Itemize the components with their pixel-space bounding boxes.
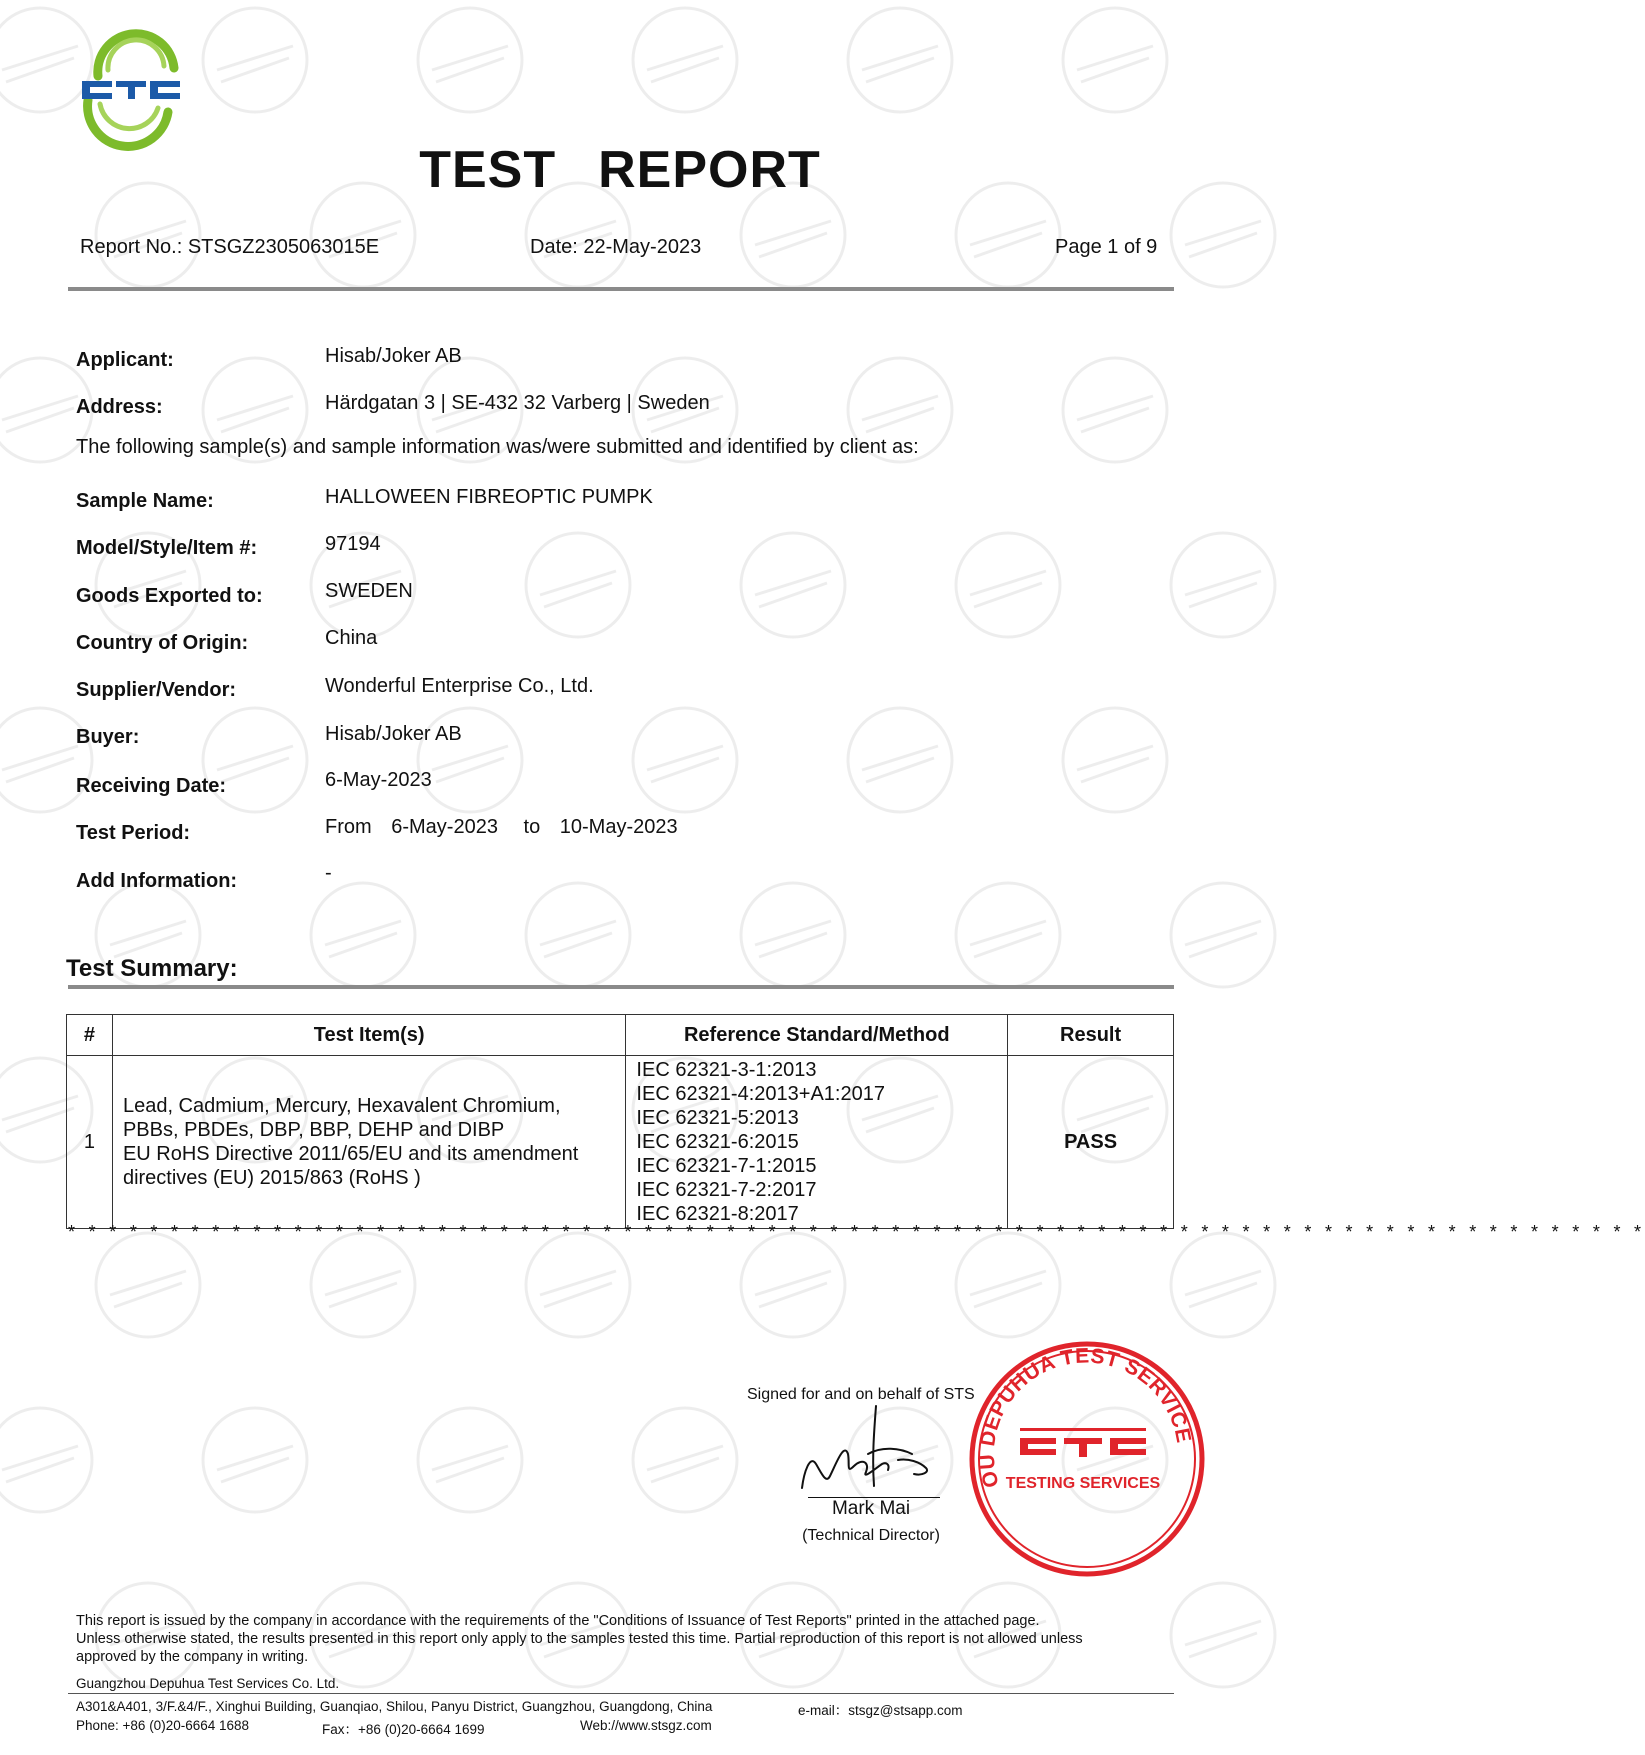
watermark-mark <box>2 1446 78 1482</box>
origin-label: Country of Origin: <box>76 632 249 654</box>
watermark-mark <box>1077 396 1153 432</box>
add-info-value: - <box>325 862 332 884</box>
watermark-mark <box>633 1408 737 1512</box>
watermark-mark <box>217 1446 293 1482</box>
standard-line: IEC 62321-7-2:2017 <box>636 1179 817 1201</box>
watermark-mark <box>755 571 831 607</box>
watermark-mark <box>647 1446 723 1482</box>
col-header-num: # <box>67 1015 113 1056</box>
watermark-mark <box>647 746 723 782</box>
watermark-mark <box>217 396 293 432</box>
exported-label: Goods Exported to: <box>76 585 263 607</box>
watermark-mark <box>1185 921 1261 957</box>
test-period-to-date: 10-May-2023 <box>559 816 678 838</box>
supplier-value: Wonderful Enterprise Co., Ltd. <box>325 675 594 697</box>
col-header-standard: Reference Standard/Method <box>626 1015 1008 1056</box>
origin-value: China <box>325 627 378 649</box>
summary-divider <box>68 985 1174 989</box>
disclaimer-line: Unless otherwise stated, the results presented in this report only apply to the samples tested this time. Partial reproduction of this report is not allowed unless <box>76 1631 1083 1647</box>
seal-arc-text: GUANGZHOU DEPUHUA TEST SERVICES <box>975 1344 1196 1490</box>
disclaimer <box>76 1612 1166 1666</box>
watermark-mark <box>633 708 737 812</box>
watermark-mark <box>432 746 508 782</box>
header-divider <box>68 287 1174 291</box>
seal-subtitle: TESTING SERVICES <box>1005 1475 1161 1492</box>
watermark-mark <box>1185 221 1261 257</box>
watermark-mark <box>956 533 1060 637</box>
company-seal-stamp <box>968 1340 1206 1578</box>
supplier-label: Supplier/Vendor: <box>76 679 237 701</box>
report-title <box>0 140 1240 200</box>
applicant-label: Applicant: <box>76 349 174 371</box>
add-info-label: Add Information: <box>76 870 238 892</box>
report-date: Date: 22-May-2023 <box>530 236 702 258</box>
standard-line: IEC 62321-8:2017 <box>636 1203 799 1225</box>
watermark-mark <box>203 8 307 112</box>
report-number: Report No.: STSGZ2305063015E <box>80 236 380 258</box>
watermark-mark <box>755 221 831 257</box>
watermark-mark <box>1063 8 1167 112</box>
watermark-mark <box>755 1271 831 1307</box>
watermark-mark <box>1077 46 1153 82</box>
standard-line: IEC 62321-7-1:2015 <box>636 1155 817 1177</box>
title-word-report: REPORT <box>598 141 821 199</box>
handwritten-signature <box>790 1402 950 1494</box>
footer-phone: Phone: +86 (0)20-6664 1688 <box>76 1718 250 1733</box>
watermark-mark <box>1171 883 1275 987</box>
receiving-date-label: Receiving Date: <box>76 775 227 797</box>
exported-value: SWEDEN <box>325 580 413 602</box>
watermark-mark <box>956 883 1060 987</box>
watermark-mark <box>203 1408 307 1512</box>
standard-line: IEC 62321-3-1:2013 <box>636 1059 817 1081</box>
test-item-line: EU RoHS Directive 2011/65/EU and its amendment <box>122 1143 579 1165</box>
footer-divider <box>68 1693 1174 1694</box>
watermark-mark <box>741 883 845 987</box>
signed-on-behalf-text: Signed for and on behalf of STS <box>747 1386 975 1403</box>
signer-name: Mark Mai <box>831 1498 911 1519</box>
watermark-mark <box>418 8 522 112</box>
watermark-mark <box>956 1233 1060 1337</box>
signer-role: (Technical Director) <box>802 1527 940 1544</box>
test-item-line: directives (EU) 2015/863 (RoHS ) <box>122 1167 421 1189</box>
watermark-mark <box>110 921 186 957</box>
watermark-mark <box>848 708 952 812</box>
col-header-result: Result <box>1008 1015 1174 1056</box>
watermark-mark <box>2 746 78 782</box>
address-label: Address: <box>76 396 163 418</box>
watermark-mark <box>217 746 293 782</box>
watermark-mark <box>848 8 952 112</box>
watermark-mark <box>862 746 938 782</box>
watermark-mark <box>311 1233 415 1337</box>
disclaimer-line: This report is issued by the company in accordance with the requirements of the "Conditions of Issuance of Test Reports" printed in the attached page. <box>76 1613 1040 1629</box>
buyer-value: Hisab/Joker AB <box>325 723 462 745</box>
test-period-label: Test Period: <box>76 822 191 844</box>
standard-line: IEC 62321-4:2013+A1:2017 <box>636 1083 885 1105</box>
watermark-mark <box>1171 1583 1275 1687</box>
sts-logo <box>78 38 182 136</box>
watermark-mark <box>110 1271 186 1307</box>
watermark-mark <box>1063 358 1167 462</box>
disclaimer-line: approved by the company in writing. <box>76 1649 309 1665</box>
intro-text: The following sample(s) and sample information was/were submitted and identified by client as: <box>76 436 919 458</box>
test-period-from-date: 6-May-2023 <box>391 816 498 838</box>
test-summary-table <box>66 1014 1174 1229</box>
row-test-items <box>112 1056 625 1229</box>
test-period-value <box>325 816 678 839</box>
watermark-mark <box>647 46 723 82</box>
test-item-line: PBBs, PBDEs, DBP, BBP, DEHP and DIBP <box>122 1119 505 1141</box>
col-header-items: Test Item(s) <box>112 1015 625 1056</box>
watermark-mark <box>755 921 831 957</box>
test-summary-title: Test Summary: <box>66 955 238 982</box>
watermark-mark <box>432 1446 508 1482</box>
watermark-mark <box>1063 708 1167 812</box>
end-of-summary-marker: * * * * * * * * * * * * * * * * * * * * * * * * * * * * * * * * * * * * * * * * * * * * * * * * * * * * * * * * * * * * * * * * * * * * * * * * * * * * * <box>68 1222 1645 1242</box>
watermark-mark <box>325 921 401 957</box>
standard-line: IEC 62321-6:2015 <box>636 1131 799 1153</box>
row-result: PASS <box>1008 1056 1174 1229</box>
watermark-mark <box>432 46 508 82</box>
watermark-mark <box>2 46 78 82</box>
receiving-date-value: 6-May-2023 <box>325 769 432 791</box>
watermark-mark <box>862 46 938 82</box>
footer-email: e-mail：stsgz@stsapp.com <box>798 1703 963 1718</box>
watermark-mark <box>325 1271 401 1307</box>
sample-name-value: HALLOWEEN FIBREOPTIC PUMPK <box>325 486 653 508</box>
sample-name-label: Sample Name: <box>76 490 214 512</box>
watermark-mark <box>970 221 1046 257</box>
watermark-mark <box>540 1271 616 1307</box>
row-number: 1 <box>67 1056 113 1229</box>
watermark-mark <box>526 883 630 987</box>
footer-company: Guangzhou Depuhua Test Services Co. Ltd. <box>76 1676 340 1691</box>
watermark-mark <box>1185 1621 1261 1657</box>
watermark-mark <box>970 921 1046 957</box>
test-period-from: From <box>325 816 372 838</box>
watermark-mark <box>540 571 616 607</box>
watermark-mark <box>970 1271 1046 1307</box>
address-value: Härdgatan 3 | SE-432 32 Varberg | Sweden <box>325 392 710 414</box>
watermark-mark <box>217 46 293 82</box>
watermark-mark <box>96 1233 200 1337</box>
watermark-mark <box>540 921 616 957</box>
watermark-mark <box>741 533 845 637</box>
model-value: 97194 <box>325 533 381 555</box>
watermark-mark <box>526 1233 630 1337</box>
footer-fax: Fax：+86 (0)20-6664 1699 <box>322 1722 485 1737</box>
watermark-mark <box>0 1408 92 1512</box>
test-item-line: Lead, Cadmium, Mercury, Hexavalent Chromium, <box>122 1095 561 1117</box>
watermark-mark <box>970 571 1046 607</box>
buyer-label: Buyer: <box>76 726 140 748</box>
watermark-mark <box>1171 1233 1275 1337</box>
watermark-mark <box>862 396 938 432</box>
watermark-mark <box>1185 571 1261 607</box>
watermark-mark <box>1171 533 1275 637</box>
page-number: Page 1 of 9 <box>1055 236 1158 258</box>
table-header-row <box>67 1015 1174 1056</box>
watermark-mark <box>2 396 78 432</box>
watermark-mark <box>526 533 630 637</box>
watermark-mark <box>633 8 737 112</box>
watermark-mark <box>311 883 415 987</box>
watermark-mark <box>1185 1271 1261 1307</box>
title-word-test: TEST <box>419 141 557 199</box>
watermark-mark <box>1077 746 1153 782</box>
model-label: Model/Style/Item #: <box>76 537 258 559</box>
row-standards <box>626 1056 1008 1229</box>
watermark-mark <box>741 1233 845 1337</box>
standard-line: IEC 62321-5:2013 <box>636 1107 799 1129</box>
watermark-mark <box>418 1408 522 1512</box>
test-period-to: to <box>523 816 541 838</box>
footer-web: Web://www.stsgz.com <box>580 1718 712 1733</box>
applicant-value: Hisab/Joker AB <box>325 345 462 367</box>
table-row <box>67 1056 1174 1229</box>
footer-address: A301&A401, 3/F.&4/F., Xinghui Building, Guanqiao, Shilou, Panyu District, Guangzhou, Guangdong, China <box>76 1699 713 1714</box>
